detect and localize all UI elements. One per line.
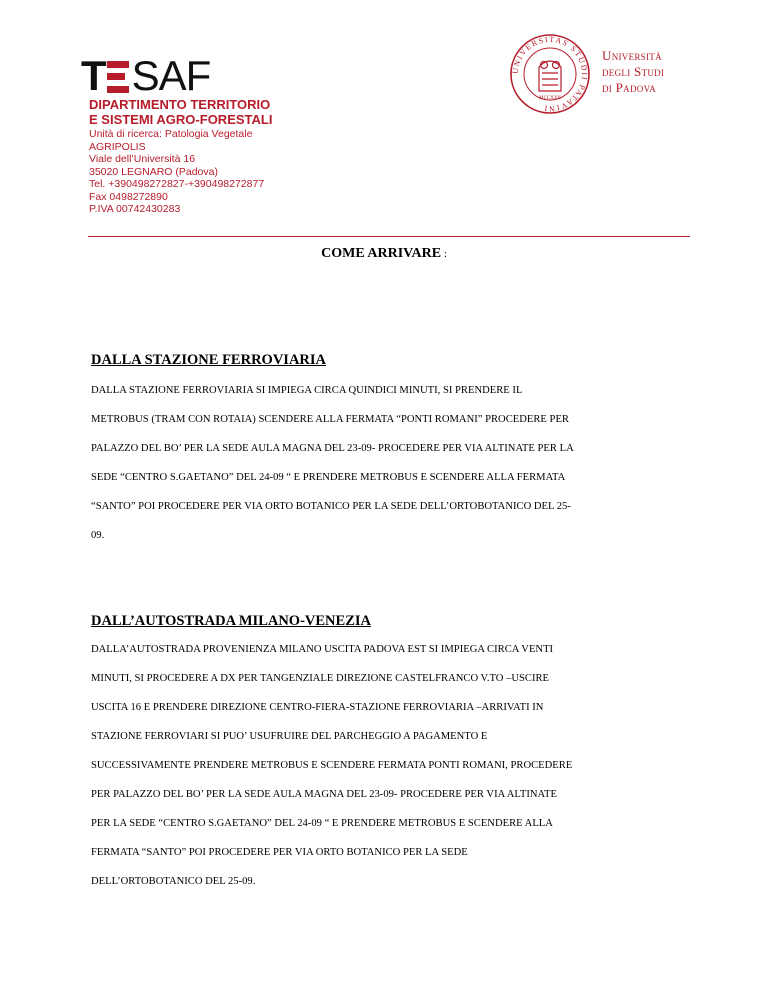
phone-line: Tel. +390498272827-+390498272877 — [89, 178, 265, 190]
text-line: 09. — [91, 530, 105, 541]
page-title: COME ARRIVARE : — [321, 246, 447, 261]
text-line: DALLA’AUTOSTRADA PROVENIENZA MILANO USCITA PADOVA EST SI IMPIEGA CIRCA VENTI — [91, 644, 554, 655]
section-heading-motorway: DALL’AUTOSTRADA MILANO-VENEZIA — [91, 613, 371, 629]
department-name: DIPARTIMENTO TERRITORIO E SISTEMI AGRO-FORESTALI — [89, 97, 273, 127]
section-heading-train-station: DALLA STAZIONE FERROVIARIA — [91, 352, 326, 368]
text-line: METROBUS (TRAM CON ROTAIA) SCENDERE ALLA FERMATA “PONTI ROMANI” PROCEDERE PER — [91, 414, 569, 425]
address-block — [89, 128, 264, 216]
tesaf-logo: T SAF — [81, 52, 211, 99]
text-line: DALLA STAZIONE FERROVIARIA SI IMPIEGA CIRCA QUINDICI MINUTI, SI PRENDERE IL — [91, 385, 523, 396]
text-line: SEDE “CENTRO S.GAETANO” DEL 24-09 “ E PRENDERE METROBUS E SCENDERE ALLA FERMATA — [91, 472, 566, 483]
svg-text:MCCXXII: MCCXXII — [539, 96, 561, 101]
university-seal-icon — [509, 33, 591, 115]
text-line: USCITA 16 E PRENDERE DIREZIONE CENTRO-FIERA-STAZIONE FERROVIARIA –ARRIVATI IN — [91, 702, 544, 713]
text-line: PER PALAZZO DEL BO’ PER LA SEDE AULA MAGNA DEL 23-09- PROCEDERE PER VIA ALTINATE — [91, 789, 557, 800]
text-line: MINUTI, SI PROCEDERE A DX PER TANGENZIALE DIREZIONE CASTELFRANCO V.TO –USCIRE — [91, 673, 550, 684]
address-line: Viale dell’Università 16 — [89, 153, 196, 165]
text-line: FERMATA “SANTO” POI PROCEDERE PER VIA ORTO BOTANICO PER LA SEDE — [91, 847, 468, 858]
text-line: STAZIONE FERROVIARI SI PUO’ USUFRUIRE DEL PARCHEGGIO A PAGAMENTO E — [91, 731, 488, 742]
header-divider — [88, 236, 690, 237]
text-line: PER LA SEDE “CENTRO S.GAETANO” DEL 24-09 “ E PRENDERE METROBUS E SCENDERE ALLA — [91, 818, 553, 829]
section-body-train-station — [91, 384, 691, 558]
text-line: PALAZZO DEL BO’ PER LA SEDE AULA MAGNA DEL 23-09- PROCEDERE PER VIA ALTINATE PER LA — [91, 443, 574, 454]
address-line: AGRIPOLIS — [89, 140, 146, 153]
fax-line: Fax 0498272890 — [89, 190, 168, 203]
university-name: Università degli Studi di Padova — [602, 48, 665, 95]
tesaf-e-mark — [107, 61, 129, 93]
svg-text:UNIVERSITAS STUDII PATAVINI: UNIVERSITAS STUDII PATAVINI — [510, 34, 590, 114]
text-line: “SANTO” POI PROCEDERE PER VIA ORTO BOTANICO PER LA SEDE DELL’ORTOBOTANICO DEL 25- — [91, 501, 571, 512]
section-body-motorway — [91, 643, 691, 904]
vat-line: P.IVA 00742430283 — [89, 203, 181, 215]
text-line: SUCCESSIVAMENTE PRENDERE METROBUS E SCENDERE FERMATA PONTI ROMANI, PROCEDERE — [91, 760, 573, 771]
address-line: 35020 LEGNARO (Padova) — [89, 165, 218, 178]
address-line: Unità di ricerca: Patologia Vegetale — [89, 128, 253, 140]
text-line: DELL’ORTOBOTANICO DEL 25-09. — [91, 876, 256, 887]
